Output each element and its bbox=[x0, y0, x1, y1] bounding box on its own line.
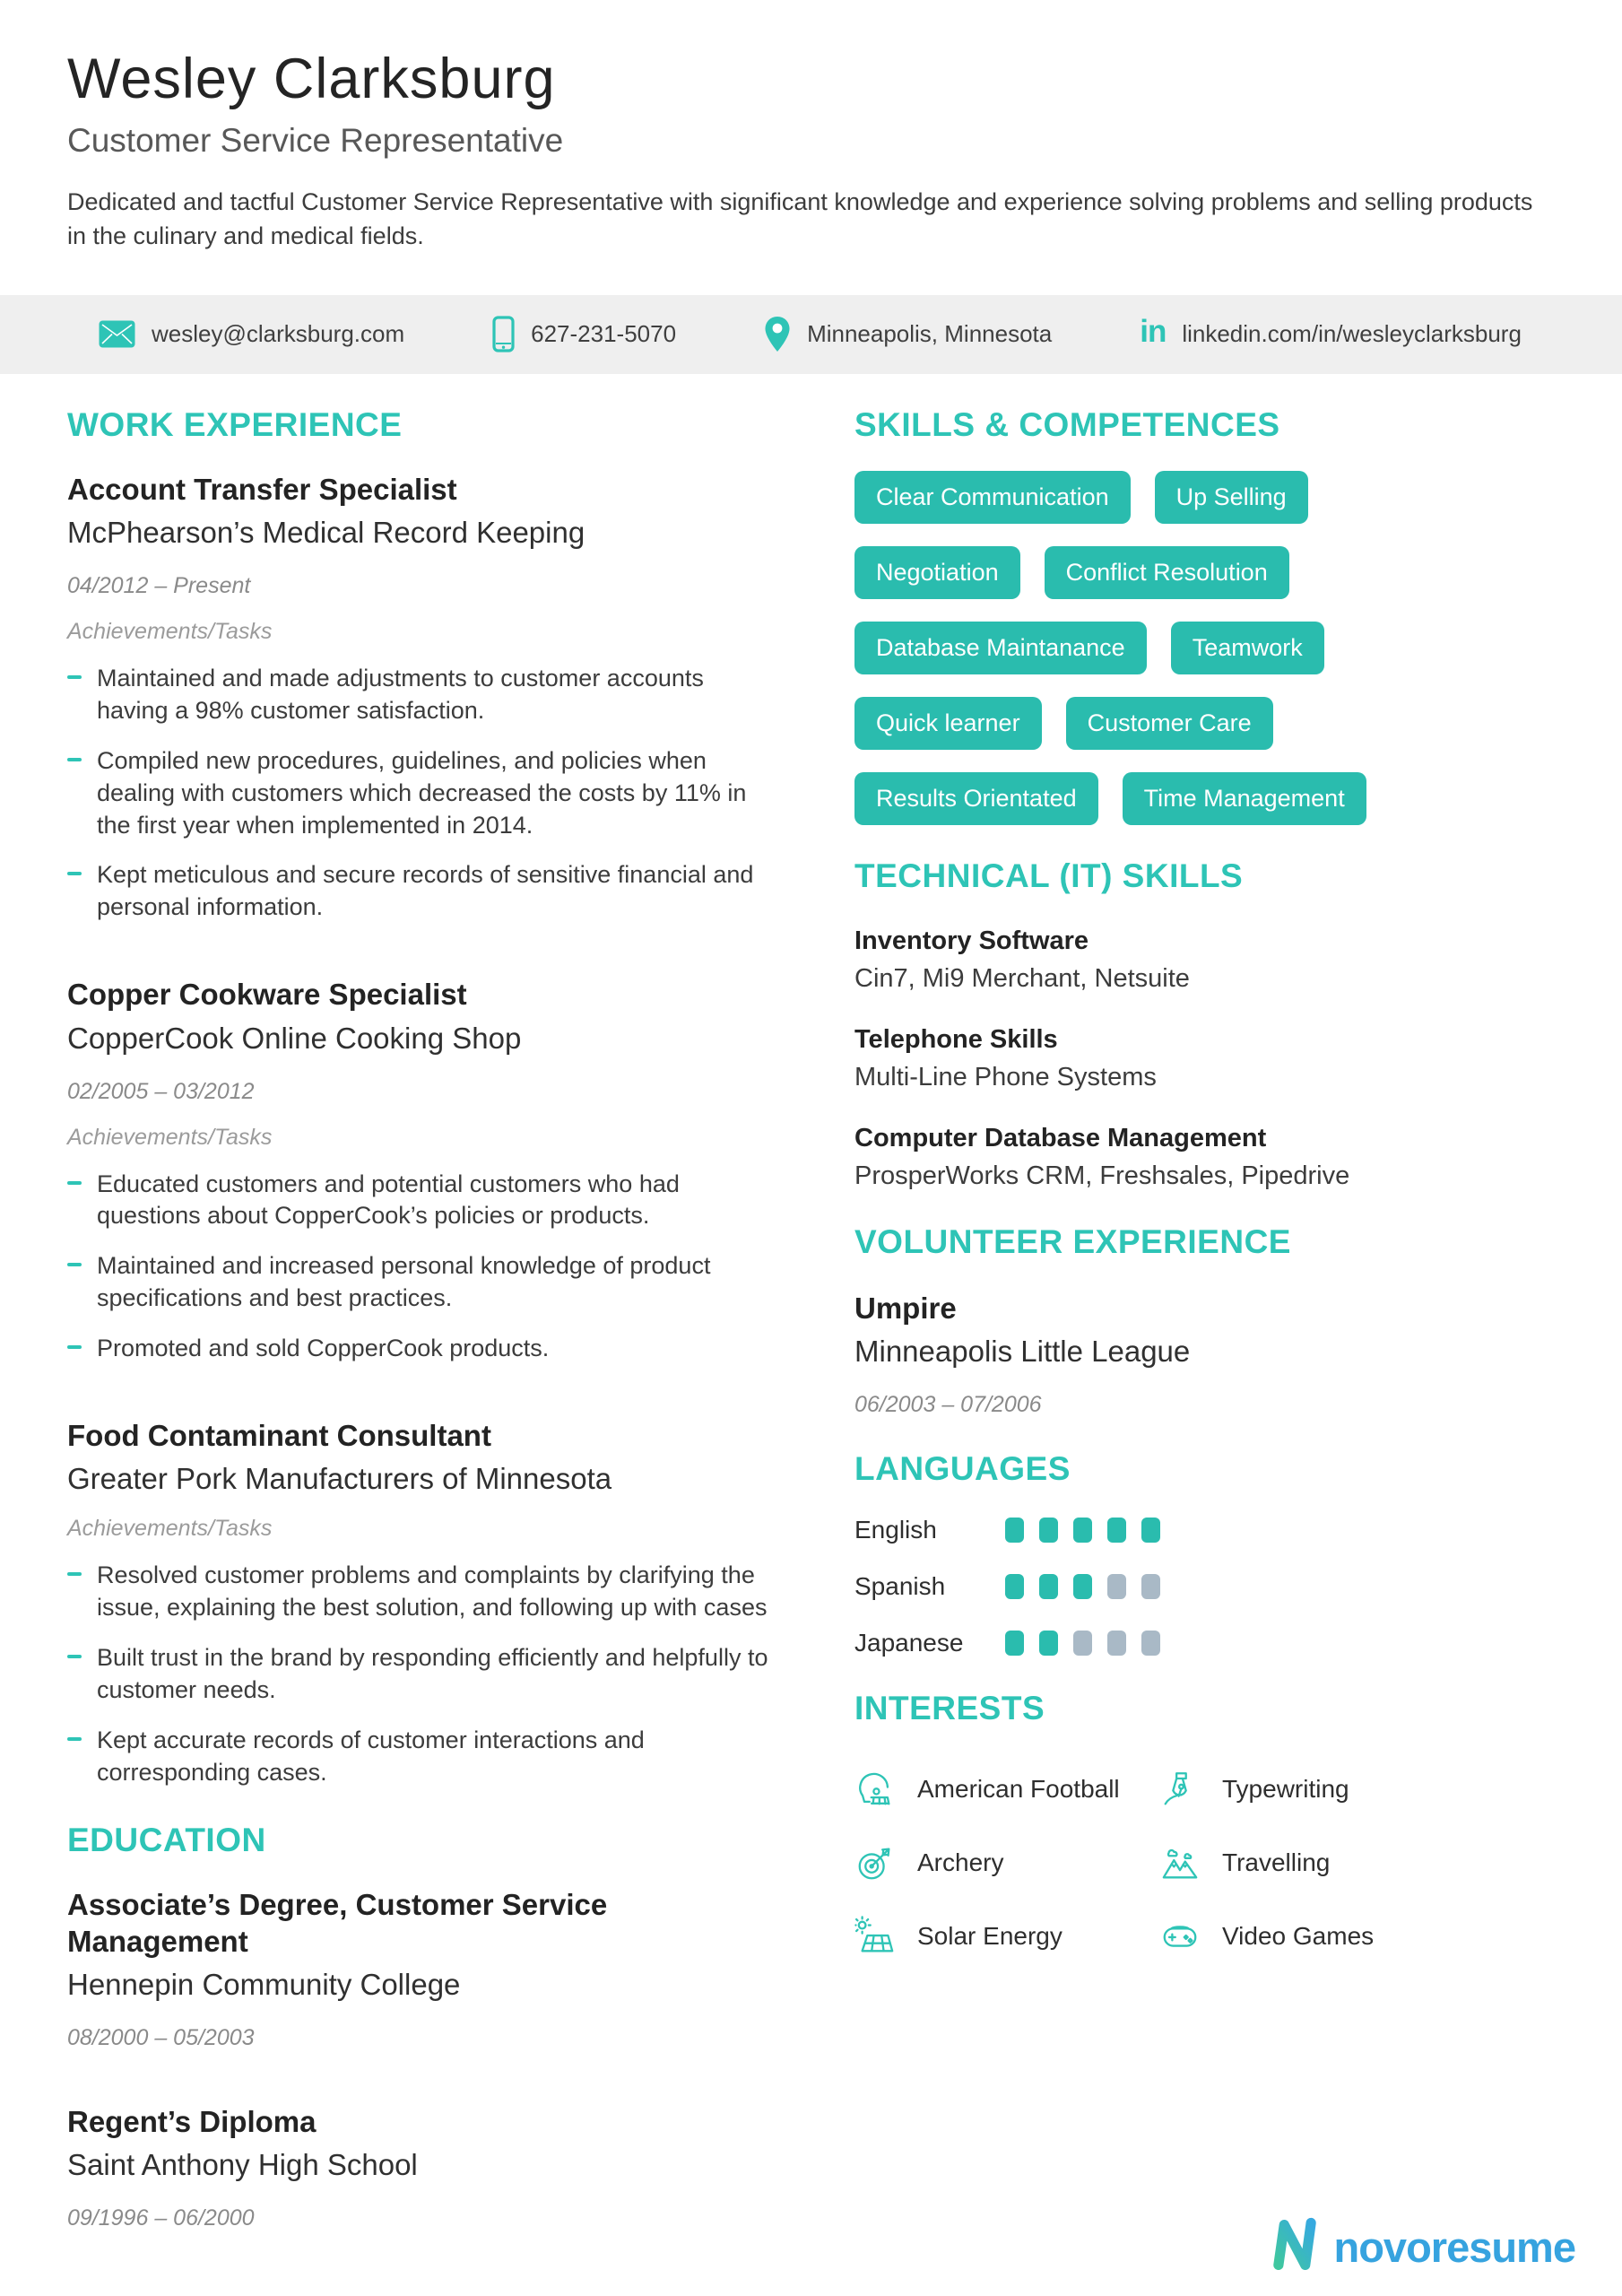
volunteer-dates: 06/2003 – 07/2006 bbox=[854, 1391, 1042, 1417]
task-bullet-text: Promoted and sold CopperCook products. bbox=[97, 1335, 550, 1362]
person-job-title: Customer Service Representative bbox=[67, 122, 564, 159]
interest-label: Archery bbox=[917, 1848, 1004, 1876]
interests-heading: INTERESTS bbox=[854, 1689, 1045, 1726]
footer bbox=[1266, 2216, 1575, 2278]
skill-pill: Customer Care bbox=[1066, 697, 1273, 750]
job-company: CopperCook Online Cooking Shop bbox=[67, 1021, 522, 1055]
language-level-squares bbox=[1005, 1631, 1160, 1656]
technical-skill-value: Cin7, Mi9 Merchant, Netsuite bbox=[854, 963, 1190, 993]
bullet-dash-icon bbox=[67, 1181, 82, 1185]
interest-label: Video Games bbox=[1222, 1921, 1375, 1950]
task-bullet-text: Compiled new procedures, guidelines, and policies when dealing with customers which decreased the costs by 11% in the first year when implemented in 2014. bbox=[97, 746, 747, 839]
contact-phone-text: 627-231-5070 bbox=[531, 320, 677, 348]
job-company: McPhearson’s Medical Record Keeping bbox=[67, 515, 585, 549]
language-level-square bbox=[1039, 1574, 1058, 1599]
bullet-dash-icon bbox=[67, 1263, 82, 1266]
education-entry bbox=[67, 1886, 776, 2052]
skill-pill: Database Maintanance bbox=[854, 622, 1147, 674]
education-dates: 08/2000 – 05/2003 bbox=[67, 2025, 255, 2051]
contact-linkedin-text: linkedin.com/in/wesleyclarksburg bbox=[1182, 320, 1522, 348]
bullet-dash-icon bbox=[67, 675, 82, 679]
language-level-square bbox=[1141, 1574, 1160, 1599]
language-level-squares bbox=[1005, 1518, 1160, 1543]
language-name: English bbox=[854, 1515, 937, 1544]
interest-label: Typewriting bbox=[1222, 1774, 1349, 1803]
language-level-square bbox=[1107, 1574, 1126, 1599]
solar-energy-icon bbox=[854, 1916, 896, 1957]
job-bullets bbox=[67, 1560, 776, 1788]
language-name: Japanese bbox=[854, 1628, 964, 1657]
archery-icon bbox=[854, 1842, 896, 1883]
job-list bbox=[67, 471, 776, 1789]
task-bullet-text: Kept meticulous and secure records of sensitive financial and personal information. bbox=[97, 861, 754, 921]
task-bullet-text: Kept accurate records of customer interactions and corresponding cases. bbox=[97, 1726, 645, 1786]
volunteer-entry bbox=[854, 1290, 1555, 1418]
task-bullet bbox=[67, 1725, 776, 1789]
technical-skill-group bbox=[854, 1025, 1555, 1092]
bullet-dash-icon bbox=[67, 758, 82, 761]
left-column bbox=[67, 374, 840, 2232]
education-entry bbox=[67, 2103, 776, 2231]
interest-item bbox=[1159, 1916, 1487, 1957]
language-row bbox=[854, 1629, 1555, 1657]
skill-pill-list bbox=[854, 471, 1487, 825]
education-school: Saint Anthony High School bbox=[67, 2148, 418, 2182]
education-degree: Associate’s Degree, Customer Service Management bbox=[67, 1887, 608, 1958]
language-level-square bbox=[1073, 1574, 1092, 1599]
education-school: Hennepin Community College bbox=[67, 1968, 461, 2002]
interest-item bbox=[854, 1769, 1159, 1810]
contact-linkedin[interactable] bbox=[1140, 314, 1522, 350]
linkedin-icon: in bbox=[1140, 314, 1167, 350]
job-entry bbox=[67, 1417, 776, 1789]
task-bullet-text: Educated customers and potential customers who had questions about CopperCook’s policies or products. bbox=[97, 1170, 680, 1230]
job-dates: 02/2005 – 03/2012 bbox=[67, 1078, 255, 1104]
technical-skill-group bbox=[854, 926, 1555, 994]
education-degree: Regent’s Diploma bbox=[67, 2105, 317, 2139]
technical-skill-group bbox=[854, 1124, 1555, 1191]
technical-skills-list bbox=[854, 926, 1555, 1191]
header bbox=[0, 0, 1622, 254]
task-bullet bbox=[67, 1169, 776, 1233]
volunteer-heading: VOLUNTEER EXPERIENCE bbox=[854, 1222, 1291, 1260]
novoresume-wordmark[interactable]: novoresume bbox=[1333, 2223, 1575, 2271]
interest-list bbox=[854, 1736, 1487, 1957]
language-level-square bbox=[1005, 1574, 1024, 1599]
travelling-icon bbox=[1159, 1842, 1201, 1883]
job-title: Account Transfer Specialist bbox=[67, 472, 457, 506]
contact-bar bbox=[0, 295, 1622, 374]
technical-skill-label: Inventory Software bbox=[854, 926, 1089, 955]
task-bullet-text: Built trust in the brand by responding efficiently and helpfully to customer needs. bbox=[97, 1644, 768, 1703]
achievements-label: Achievements/Tasks bbox=[67, 1516, 273, 1542]
job-dates: 04/2012 – Present bbox=[67, 572, 251, 598]
technical-skill-value: Multi-Line Phone Systems bbox=[854, 1062, 1157, 1091]
skill-pill: Up Selling bbox=[1155, 471, 1308, 524]
language-list bbox=[854, 1516, 1555, 1657]
interest-item bbox=[854, 1916, 1159, 1957]
right-column bbox=[840, 374, 1555, 1957]
solar-energy-icon bbox=[854, 1916, 896, 1957]
task-bullet bbox=[67, 745, 776, 842]
skill-pill: Results Orientated bbox=[854, 772, 1098, 825]
language-level-squares bbox=[1005, 1574, 1160, 1599]
language-name: Spanish bbox=[854, 1571, 946, 1600]
contact-email[interactable] bbox=[99, 320, 404, 348]
task-bullet-text: Maintained and made adjustments to customer accounts having a 98% customer satisfaction. bbox=[97, 664, 704, 724]
job-title: Food Contaminant Consultant bbox=[67, 1419, 491, 1453]
email-icon bbox=[99, 320, 135, 348]
interest-item bbox=[854, 1842, 1159, 1883]
task-bullet bbox=[67, 663, 776, 727]
achievements-label: Achievements/Tasks bbox=[67, 1124, 273, 1150]
bullet-dash-icon bbox=[67, 872, 82, 875]
language-level-square bbox=[1039, 1518, 1058, 1543]
task-bullet bbox=[67, 1560, 776, 1624]
skill-pill: Negotiation bbox=[854, 546, 1020, 599]
language-level-square bbox=[1141, 1631, 1160, 1656]
contact-email-text: wesley@clarksburg.com bbox=[152, 320, 405, 348]
languages-heading: LANGUAGES bbox=[854, 1449, 1071, 1487]
volunteer-organization: Minneapolis Little League bbox=[854, 1334, 1191, 1368]
skills-heading: SKILLS & COMPETENCES bbox=[854, 405, 1280, 443]
interest-label: Travelling bbox=[1222, 1848, 1331, 1876]
interest-label: Solar Energy bbox=[917, 1921, 1063, 1950]
interest-item bbox=[1159, 1842, 1487, 1883]
skill-pill: Time Management bbox=[1123, 772, 1366, 825]
contact-location[interactable] bbox=[764, 316, 1052, 352]
language-level-square bbox=[1107, 1518, 1126, 1543]
task-bullet bbox=[67, 1333, 776, 1365]
typewriting-icon bbox=[1159, 1769, 1201, 1810]
interest-item bbox=[1159, 1769, 1487, 1810]
language-level-square bbox=[1107, 1631, 1126, 1656]
job-title: Copper Cookware Specialist bbox=[67, 978, 467, 1012]
education-list bbox=[67, 1886, 776, 2232]
work-experience-heading: WORK EXPERIENCE bbox=[67, 405, 403, 443]
job-bullets bbox=[67, 1169, 776, 1366]
language-level-square bbox=[1005, 1631, 1024, 1656]
technical-skill-label: Telephone Skills bbox=[854, 1024, 1058, 1054]
bullet-dash-icon bbox=[67, 1737, 82, 1741]
video-games-icon bbox=[1159, 1916, 1201, 1957]
job-bullets bbox=[67, 663, 776, 924]
language-level-square bbox=[1005, 1518, 1024, 1543]
american-football-icon bbox=[854, 1769, 896, 1810]
typewriting-icon bbox=[1159, 1769, 1201, 1810]
bullet-dash-icon bbox=[67, 1572, 82, 1576]
contact-location-text: Minneapolis, Minnesota bbox=[807, 320, 1053, 348]
technical-skills-heading: TECHNICAL (IT) SKILLS bbox=[854, 857, 1244, 894]
skill-pill: Quick learner bbox=[854, 697, 1042, 750]
technical-skill-value: ProsperWorks CRM, Freshsales, Pipedrive bbox=[854, 1161, 1350, 1190]
american-football-icon bbox=[854, 1769, 896, 1810]
education-dates: 09/1996 – 06/2000 bbox=[67, 2205, 255, 2231]
education-heading: EDUCATION bbox=[67, 1821, 266, 1858]
task-bullet-text: Resolved customer problems and complaints by clarifying the issue, explaining the best solution, and following up with cases bbox=[97, 1561, 768, 1622]
job-company: Greater Pork Manufacturers of Minnesota bbox=[67, 1462, 612, 1496]
bullet-dash-icon bbox=[67, 1655, 82, 1658]
language-level-square bbox=[1073, 1631, 1092, 1656]
job-entry bbox=[67, 471, 776, 925]
location-pin-icon bbox=[764, 316, 791, 352]
language-level-square bbox=[1141, 1518, 1160, 1543]
language-level-square bbox=[1073, 1518, 1092, 1543]
video-games-icon bbox=[1159, 1916, 1201, 1957]
task-bullet-text: Maintained and increased personal knowledge of product specifications and best practices. bbox=[97, 1252, 711, 1312]
language-row bbox=[854, 1516, 1555, 1544]
travelling-icon bbox=[1159, 1842, 1201, 1883]
bullet-dash-icon bbox=[67, 1345, 82, 1349]
task-bullet bbox=[67, 1250, 776, 1315]
main-content bbox=[0, 374, 1622, 2232]
novoresume-logo-mark[interactable] bbox=[1266, 2216, 1323, 2278]
task-bullet bbox=[67, 859, 776, 924]
achievements-label: Achievements/Tasks bbox=[67, 618, 273, 644]
skill-pill: Teamwork bbox=[1171, 622, 1324, 674]
task-bullet bbox=[67, 1642, 776, 1707]
contact-phone[interactable] bbox=[492, 316, 676, 352]
technical-skill-label: Computer Database Management bbox=[854, 1123, 1267, 1152]
summary-text: Dedicated and tactful Customer Service Representative with significant knowledge and experience solving problems and selling products in the culinary and medical fields. bbox=[67, 188, 1533, 250]
phone-icon bbox=[492, 316, 515, 352]
skill-pill: Clear Communication bbox=[854, 471, 1131, 524]
job-entry bbox=[67, 976, 776, 1365]
interest-label: American Football bbox=[917, 1774, 1120, 1803]
archery-icon bbox=[854, 1842, 896, 1883]
language-level-square bbox=[1039, 1631, 1058, 1656]
volunteer-role: Umpire bbox=[854, 1291, 957, 1325]
language-row bbox=[854, 1572, 1555, 1601]
skill-pill: Conflict Resolution bbox=[1045, 546, 1289, 599]
person-name: Wesley Clarksburg bbox=[67, 48, 556, 110]
